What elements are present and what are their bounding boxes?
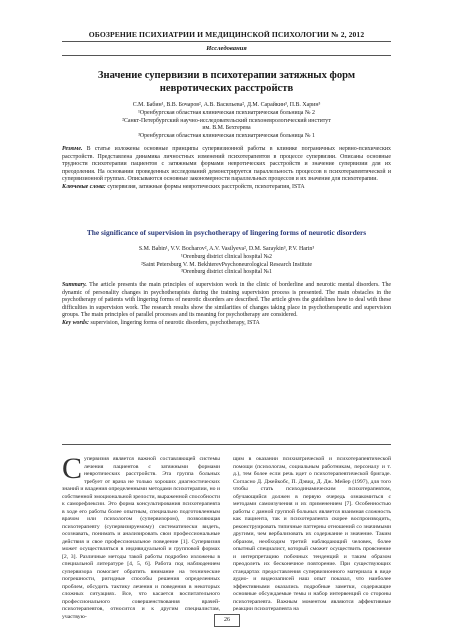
journal-title: ОБОЗРЕНИЕ ПСИХИАТРИИ И МЕДИЦИНСКОЙ ПСИХОЛОГИИ № 2, 2012 [88,30,365,39]
authors-en: S.M. Babin¹, V.V. Bocharov², A.V. Vasilyeva², D.M. Saraykin³, P.V. Harin³ [138,246,315,252]
title-ru-line2: невротических расстройств [159,82,294,94]
header-rule [62,41,391,42]
affiliation-ru-2: ²Санкт-Петербургский научно-исследовательский психоневрологический институт [122,117,331,124]
keywords-en-label: Key words: [62,319,89,326]
affiliation-en-3: ³Orenburg district clinical hospital №1 [180,269,273,276]
authors-ru-block [40,102,413,141]
page-number: 26 [214,614,240,627]
affiliation-ru-1: ¹Оренбургская областная клиническая психиатрическая больница № 2 [138,109,315,116]
dropcap: С [62,452,83,485]
keywords-ru-label: Ключевые слова: [62,183,106,190]
abstract-ru [62,146,391,191]
authors-en-block [40,246,413,277]
article-title-ru [50,70,403,95]
keywords-en-text: supervision, lingering forms of neurotic disorders, psychotherapy, ISTA [90,319,260,326]
body-right-text: щим в оказании психиатрической и психотерапевтической помощи (психологам, социальным работникам, персоналу и т. д.), тем более если речь идет о психотерапевтической бригаде. Согласно Д. Джейкобс, П. Дэвид, Д. Дж. Мейер (1997), для того чтобы стать психодинамическим психотерапевтом, обучающийся должен в первую очередь ознакомиться с методами самоизучения и их применением [7]. Особенностью работы с данной группой больных является взаимная сложность как пациента, так и психотерапевта скорее воспроизводить, реконструировать типичные паттерны отношений со значимыми другими, чем вербализовать их содержание и значение. Таким образом, необходим третий наблюдающий человек, более опытный специалист, который сможет осуществить прояснение и интерпретацию побочных тенденций и таким образом преодолеть их бесконечное повторение. При существующих стандартах предоставления супервизионного материала в виде аудио- и видеозаписей наш опыт показал, что наиболее эффективными оказались подробные заметки, содержащие основные обсуждаемые темы и набор интервенций со стороны психотерапевта. Важным моментом являются аффективные реакции психотерапевта на [233,456,391,612]
title-ru-line1: Значение супервизии в психотерапии затяжных форм [97,70,356,81]
section-rule [62,55,391,56]
summary-en-label: Summary. [62,282,87,288]
article-title-en: The significance of supervision in psychotherapy of lingering forms of neurotic disorders [86,228,367,237]
affiliation-ru-2b: им. В.М. Бехтерева [202,125,251,132]
summary-en-text: The article presents the main principles of supervision work in the clinic of borderline and neurotic mental disorders. The dynamic of personality changes in psychotherapists during the training supervision process is presented. The main obstacles in the psychotherapy of patients with lingering forms of neurotic disorders are described. The article gives the guidelines how to deal with these difficulties in supervision work. The research results show the similarities of changes taking place in psychotherapeutic and supervision groups. The main principles of parallel processes and its meaning for psychotherapy are considered. [62,282,391,318]
keywords-ru-text: супервизия, затяжные формы невротических расстройств, психотерапия, ISTA [107,183,305,190]
abstract-rule [62,444,391,445]
authors-ru: С.М. Бабин¹, В.В. Бочаров², А.В. Васильева², Д.М. Сарайкин³, П.В. Харин³ [132,102,321,108]
body-column-left [62,452,220,621]
affiliation-en-1: ¹Orenburg district clinical hospital №2 [180,253,273,260]
body-column-right [233,456,391,614]
affiliation-en-2: ²Saint Petersburg V. M. BekhterevPsychoneurological Research Institute [141,261,312,268]
summary-ru-label: Резюме. [62,146,83,152]
affiliation-ru-3: ³Оренбургская областная клиническая психиатрическая больница № 1 [138,133,315,140]
summary-ru-text: В статье изложены основные принципы супервизионной работы в клинике пограничных нервно-психических расстройств. Представлена динамика личностных изменений психотерапевтов в процессе супервизии. Описаны основные трудности психотерапии пациентов с затяжными формами невротических расстройств и значение супервизии для их преодоления. На основании проведенных исследований демонстрируется параллельность процессов в психотерапевтической и супервизионной группах. Описываются основные закономерности параллельных процессов и их значение для психотерапии. [62,146,391,182]
abstract-en [62,282,391,327]
body-left-text: упервизия является важной составляющей системы лечения пациентов с затяжными формами невротических расстройств. Эта группа больных требует от врача не только хороших диагностических знаний и владения определенными методами психотерапии, но и собственной эмоциональной зрелости, выраженной способности к саморефлексии. Это форма консультирования психотерапевта в ходе его работы более опытным, специально подготовленным врачом или психологом (супервизором), позволяющая психотерапевту (супервизируемому) систематически видеть, осознавать, понимать и анализировать свои профессиональные действия и свое профессиональное поведение [1]. Супервизия может осуществляться в индивидуальной и групповой формах [2, 3]. Различные методы такой работы подробно изложены в специальной литературе [4, 5, 6]. Работа под наблюдением супервизора помогает обратить внимание на технические погрешности, ригидные способы решения определенных проблем, обсудить тактику лечения и поведения в некоторых сложных ситуациях. Все, что касается воспитательного профессионального совершенствования врачей-психотерапевтов, относится и к другим специалистам, участвую- [62,456,220,620]
section-label: Исследования [206,45,247,52]
